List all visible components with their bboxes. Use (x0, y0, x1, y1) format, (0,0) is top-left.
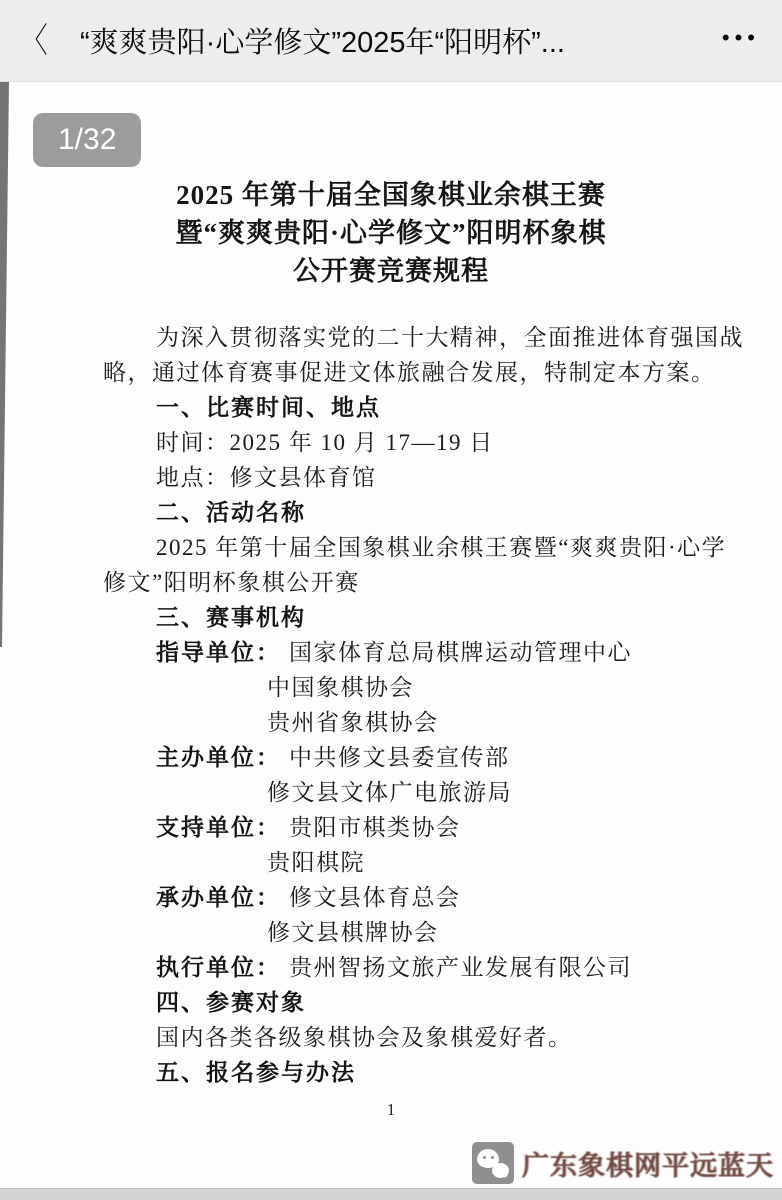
page-number: 1 (386, 1100, 396, 1119)
watermark-text: 广东象棋网平远蓝天 (522, 1150, 774, 1181)
document-title-line: 公开赛竞赛规程 (293, 256, 489, 286)
org-role-label: 指导单位： (156, 639, 281, 665)
document-body (103, 320, 744, 1090)
doc-line (103, 950, 712, 985)
doc-line: 时间：2025 年 10 月 17—19 日 (156, 430, 494, 455)
nav-bar (0, 0, 782, 82)
org-role-label: 执行单位： (156, 954, 281, 980)
document-title (0, 176, 782, 290)
doc-line (103, 740, 712, 775)
org-role-label: 支持单位： (156, 814, 281, 840)
org-role-label: 承办单位： (156, 884, 281, 910)
doc-line: 修文”阳明杯象棋公开赛 (103, 570, 360, 595)
watermark (472, 1142, 774, 1184)
org-role-label: 主办单位： (156, 744, 281, 770)
doc-line: 地点：修文县体育馆 (156, 465, 377, 490)
document-title-line: 2025 年第十届全国象棋业余棋王赛 (176, 180, 606, 210)
org-name: 中共修文县委宣传部 (289, 745, 510, 770)
doc-line: 贵州省象棋协会 (267, 710, 439, 735)
document-page[interactable] (0, 82, 782, 1188)
document-title-line: 暨“爽爽贵阳·心学修文”阳明杯象棋 (175, 218, 607, 248)
doc-line: 四、参赛对象 (156, 989, 306, 1015)
org-name: 修文县体育总会 (289, 885, 461, 910)
doc-line: 略，通过体育赛事促进文体旅融合发展，特制定本方案。 (103, 360, 716, 385)
doc-line: 贵阳棋院 (267, 850, 365, 875)
org-name: 贵阳市棋类协会 (289, 815, 461, 840)
doc-line: 二、活动名称 (156, 499, 306, 525)
doc-line: 修文县棋牌协会 (267, 920, 439, 945)
doc-line: 中国象棋协会 (267, 675, 414, 700)
doc-line (103, 810, 712, 845)
doc-line: 三、赛事机构 (156, 604, 306, 630)
doc-line: 一、比赛时间、地点 (156, 394, 381, 420)
doc-line: 为深入贯彻落实党的二十大精神，全面推进体育强国战 (156, 325, 744, 350)
doc-line: 修文县文体广电旅游局 (267, 780, 512, 805)
back-icon[interactable]: 〈 (22, 21, 48, 60)
doc-line (103, 880, 712, 915)
nav-title: “爽爽贵阳·心学修文”2025年“阳明杯”... (80, 27, 565, 59)
org-name: 国家体育总局棋牌运动管理中心 (289, 640, 632, 665)
bottom-home-indicator-bar (0, 1188, 782, 1200)
doc-line: 国内各类各级象棋协会及象棋爱好者。 (156, 1025, 573, 1050)
doc-line: 2025 年第十届全国象棋业余棋王赛暨“爽爽贵阳·心学 (156, 535, 727, 560)
doc-line: 五、报名参与办法 (156, 1059, 356, 1085)
doc-line (103, 635, 712, 670)
scan-edge-artifact (0, 82, 9, 647)
org-name: 贵州智扬文旅产业发展有限公司 (289, 955, 632, 980)
wechat-icon (472, 1142, 514, 1184)
more-menu-icon[interactable]: ••• (721, 24, 760, 50)
page-count-badge: 1/32 (33, 113, 141, 167)
